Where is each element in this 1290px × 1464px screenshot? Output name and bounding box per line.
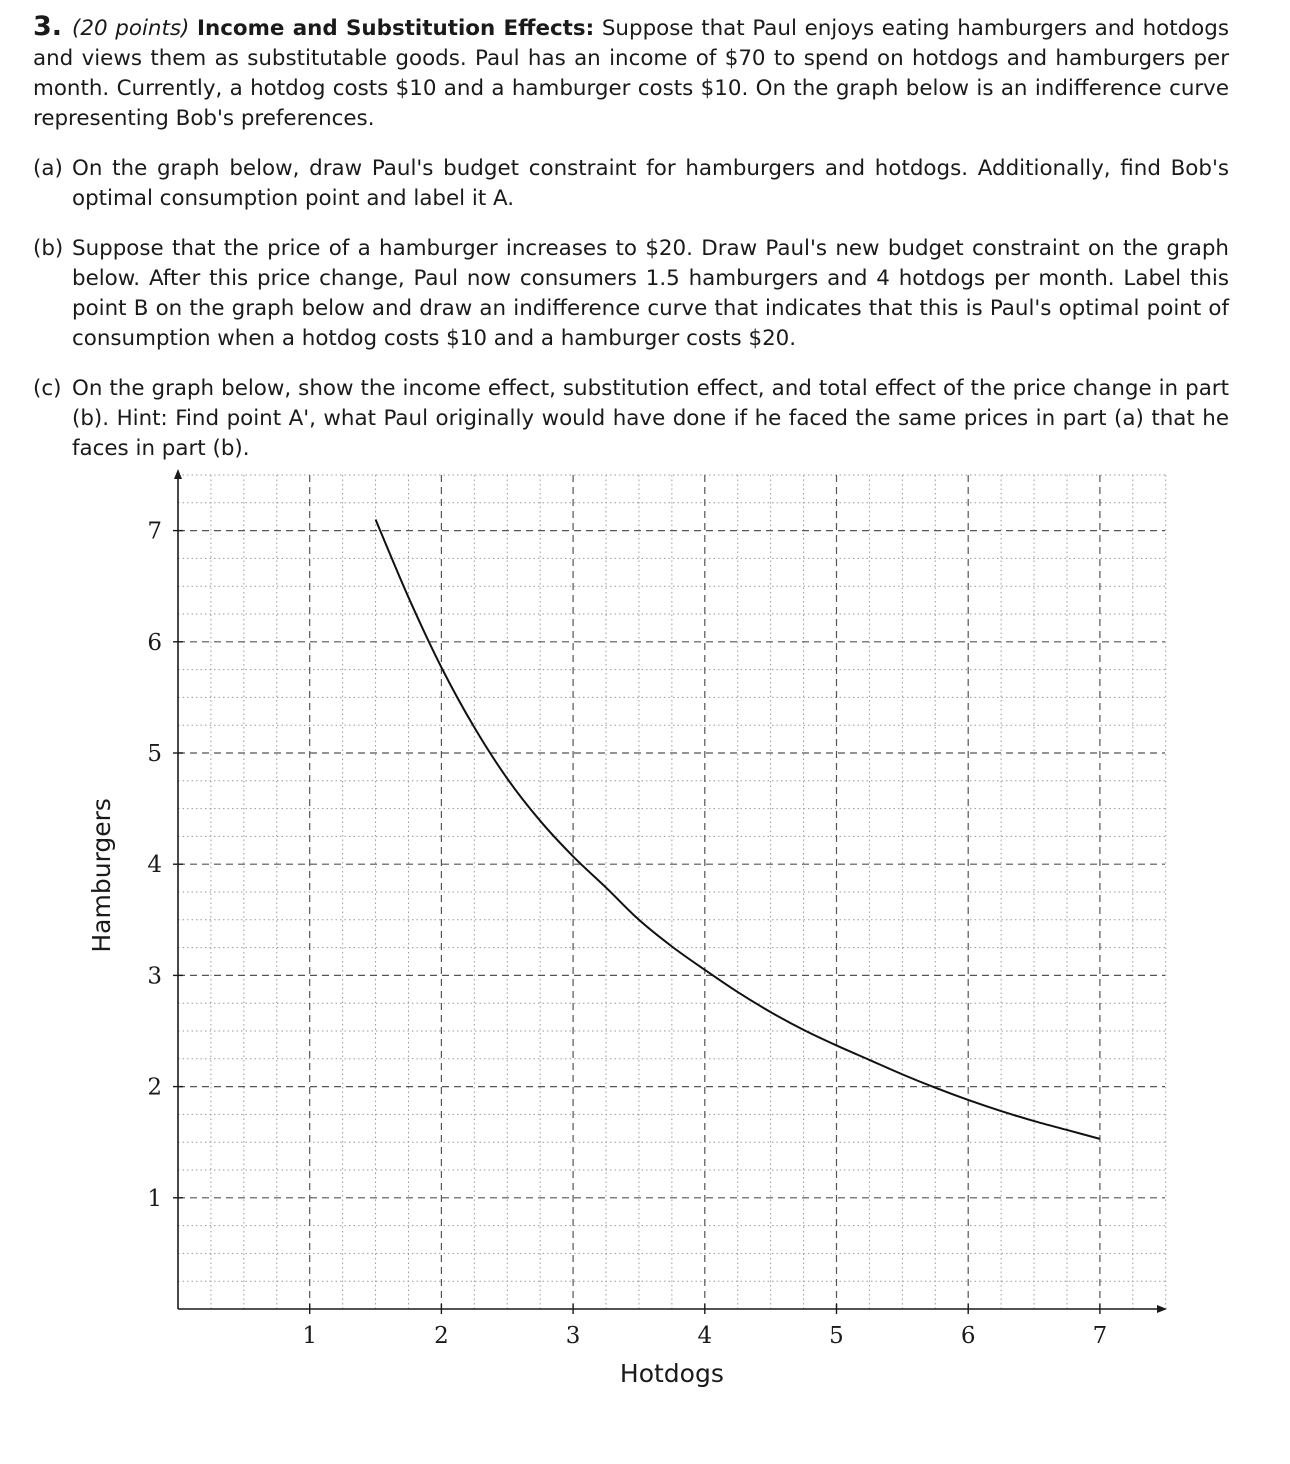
x-tick-label: 4: [697, 1323, 713, 1349]
indifference-curve-line: [376, 519, 1100, 1138]
problem-number: 3.: [33, 11, 63, 42]
y-tick-label: 4: [147, 852, 162, 879]
y-tick-label: 6: [147, 629, 162, 656]
part-a-label: (a): [33, 156, 63, 181]
part-a-text: On the graph below, draw Paul's budget constraint for hamburgers and hotdogs. Additionally, find Bob's optimal consumption point and label it A.: [72, 156, 1229, 211]
x-tick-label: 3: [565, 1323, 581, 1349]
x-tick-label: 7: [1092, 1323, 1108, 1349]
part-b-text: Suppose that the price of a hamburger increases to $20. Draw Paul's new budget constraint on the graph below. After this price change, Paul now consumers 1.5 hamburgers and 4 hotdogs per month. Label this point B on the graph below and draw an indifference curve that indicates that this is Paul's optimal point of consumption when a hotdog costs $10 and a hamburger costs $20.: [72, 236, 1229, 351]
part-c-text: On the graph below, show the income effect, substitution effect, and total effect of the price change in part (b). Hint: Find point A', what Paul originally would have done if he faced the same prices in part (a) that he faces in part (b).: [72, 376, 1229, 461]
y-tick-label: 1: [147, 1185, 162, 1212]
y-axis-label: Hamburgers: [87, 798, 116, 953]
y-tick-label: 2: [147, 1074, 162, 1101]
y-tick-label: 3: [147, 963, 162, 990]
part-c-label: (c): [33, 376, 62, 401]
part-b-label: (b): [33, 236, 64, 261]
problem-heading: Income and Substitution Effects:: [197, 16, 595, 41]
grid-major: [178, 475, 1165, 1309]
y-tick-label: 7: [147, 518, 162, 545]
x-tick-label: 6: [960, 1323, 976, 1349]
x-tick-label: 5: [829, 1323, 844, 1349]
x-tick-label: 1: [302, 1323, 318, 1349]
grid-minor: [178, 475, 1166, 1309]
y-tick-label: 5: [147, 741, 162, 767]
series-layer: [376, 519, 1100, 1138]
y-axis-arrow: [174, 469, 182, 479]
problem-intro-text: Suppose that Paul enjoys eating hamburgers and hotdogs and views them as substitutable goods. Paul has an income of $70 to spend on hotdogs and hamburgers per month. Currently, a hotdog costs $10 and a hamburger costs $10. On the graph below is an indifference curve representing Bob's preferences.: [33, 16, 1229, 131]
x-axis-arrow: [1157, 1305, 1167, 1313]
problem-points: (20 points): [72, 16, 190, 41]
x-axis-label: Hotdogs: [619, 1359, 724, 1388]
tick-labels: [147, 519, 1107, 1349]
x-tick-label: 2: [434, 1323, 449, 1349]
